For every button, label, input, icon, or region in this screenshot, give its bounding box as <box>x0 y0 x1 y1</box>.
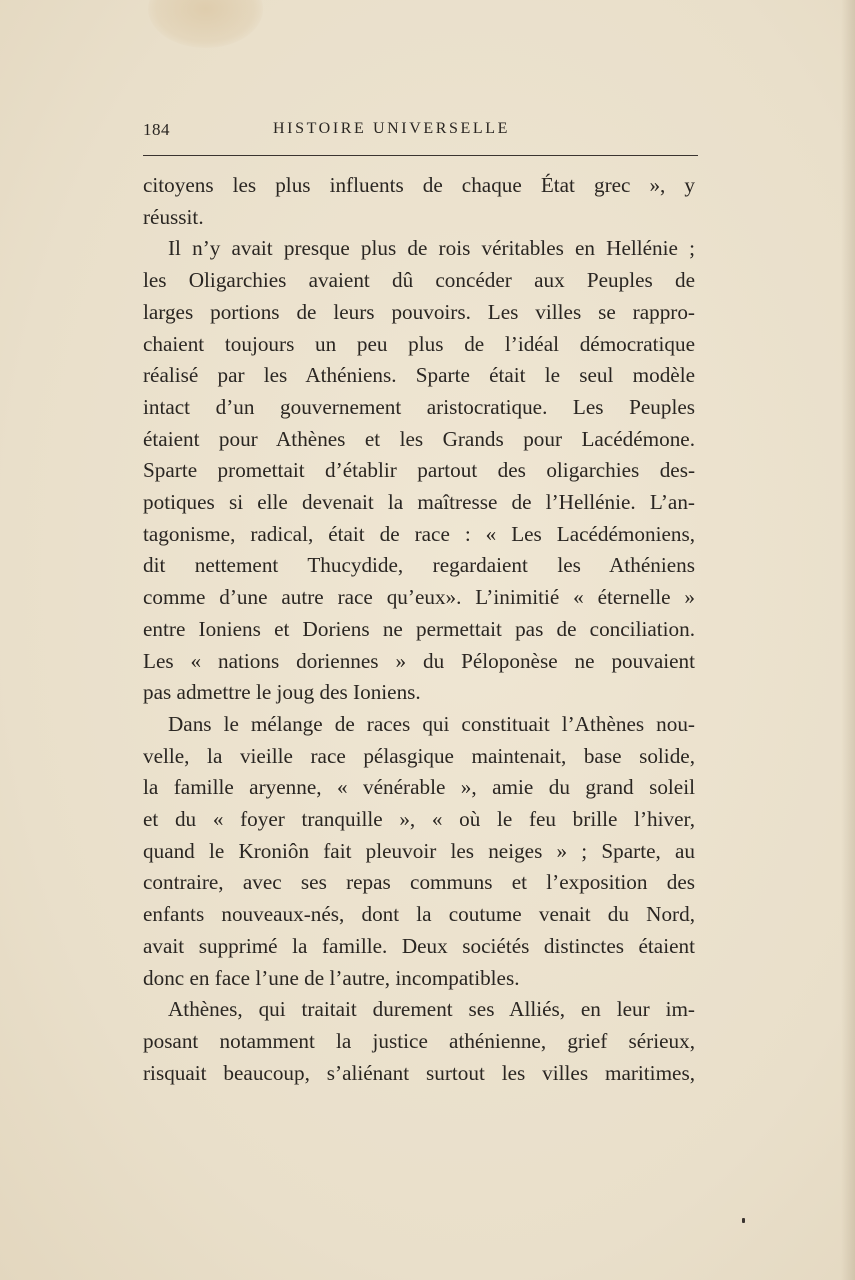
text-line: risquait beaucoup, s’aliénant surtout les villes maritimes, <box>143 1060 695 1085</box>
text-line: contraire, avec ses repas communs et l’exposition des <box>143 870 695 895</box>
text-line: chaient toujours un peu plus de l’idéal démocratique <box>143 331 695 356</box>
text-line: donc en face l’une de l’autre, incompatibles. <box>143 965 520 990</box>
text-line: comme d’une autre race qu’eux». L’inimitié « éternelle » <box>143 585 695 610</box>
page-header <box>143 118 698 144</box>
body-text <box>143 170 695 1089</box>
text-line: enfants nouveaux-nés, dont la coutume venait du Nord, <box>143 902 695 927</box>
text-line: quand le Kroniôn fait pleuvoir les neiges » ; Sparte, au <box>143 838 695 863</box>
text-line: posant notamment la justice athénienne, grief sérieux, <box>143 1028 695 1053</box>
text-line: Athènes, qui traitait durement ses Alliés, en leur im- <box>168 997 695 1022</box>
page-number: 184 <box>143 120 170 139</box>
ink-speck <box>742 1218 745 1223</box>
text-line: Dans le mélange de races qui constituait l’Athènes nou- <box>168 711 695 736</box>
text-line: velle, la vieille race pélasgique maintenait, base solide, <box>143 743 695 768</box>
text-line: Sparte promettait d’établir partout des oligarchies des- <box>143 458 695 483</box>
text-line: étaient pour Athènes et les Grands pour Lacédémone. <box>143 426 695 451</box>
text-line: les Oligarchies avaient dû concéder aux Peuples de <box>143 268 695 293</box>
page-edge-shadow <box>841 0 855 1280</box>
running-head: HISTOIRE UNIVERSELLE <box>273 120 511 137</box>
text-line: avait supprimé la famille. Deux sociétés distinctes étaient <box>143 933 695 958</box>
header-rule <box>143 155 698 156</box>
text-line: citoyens les plus influents de chaque État grec », y <box>143 173 695 197</box>
text-line: entre Ioniens et Doriens ne permettait pas de conciliation. <box>143 616 695 641</box>
text-line: Les « nations doriennes » du Péloponèse ne pouvaient <box>143 648 695 673</box>
text-line: réalisé par les Athéniens. Sparte était le seul modèle <box>143 363 695 388</box>
text-line: potiques si elle devenait la maîtresse de l’Hellénie. L’an- <box>143 490 695 515</box>
text-line: la famille aryenne, « vénérable », amie du grand soleil <box>143 775 695 800</box>
text-line: dit nettement Thucydide, regardaient les Athéniens <box>143 553 695 578</box>
text-line: et du « foyer tranquille », « où le feu brille l’hiver, <box>143 807 695 832</box>
text-line: Il n’y avait presque plus de rois véritables en Hellénie ; <box>168 236 695 261</box>
text-line: réussit. <box>143 204 204 229</box>
text-line: intact d’un gouvernement aristocratique. Les Peuples <box>143 394 695 419</box>
paper-stain <box>148 0 263 48</box>
text-line: pas admettre le joug des Ioniens. <box>143 680 421 705</box>
text-line: larges portions de leurs pouvoirs. Les villes se rappro- <box>143 299 695 324</box>
text-line: tagonisme, radical, était de race : « Les Lacédémoniens, <box>143 521 695 546</box>
